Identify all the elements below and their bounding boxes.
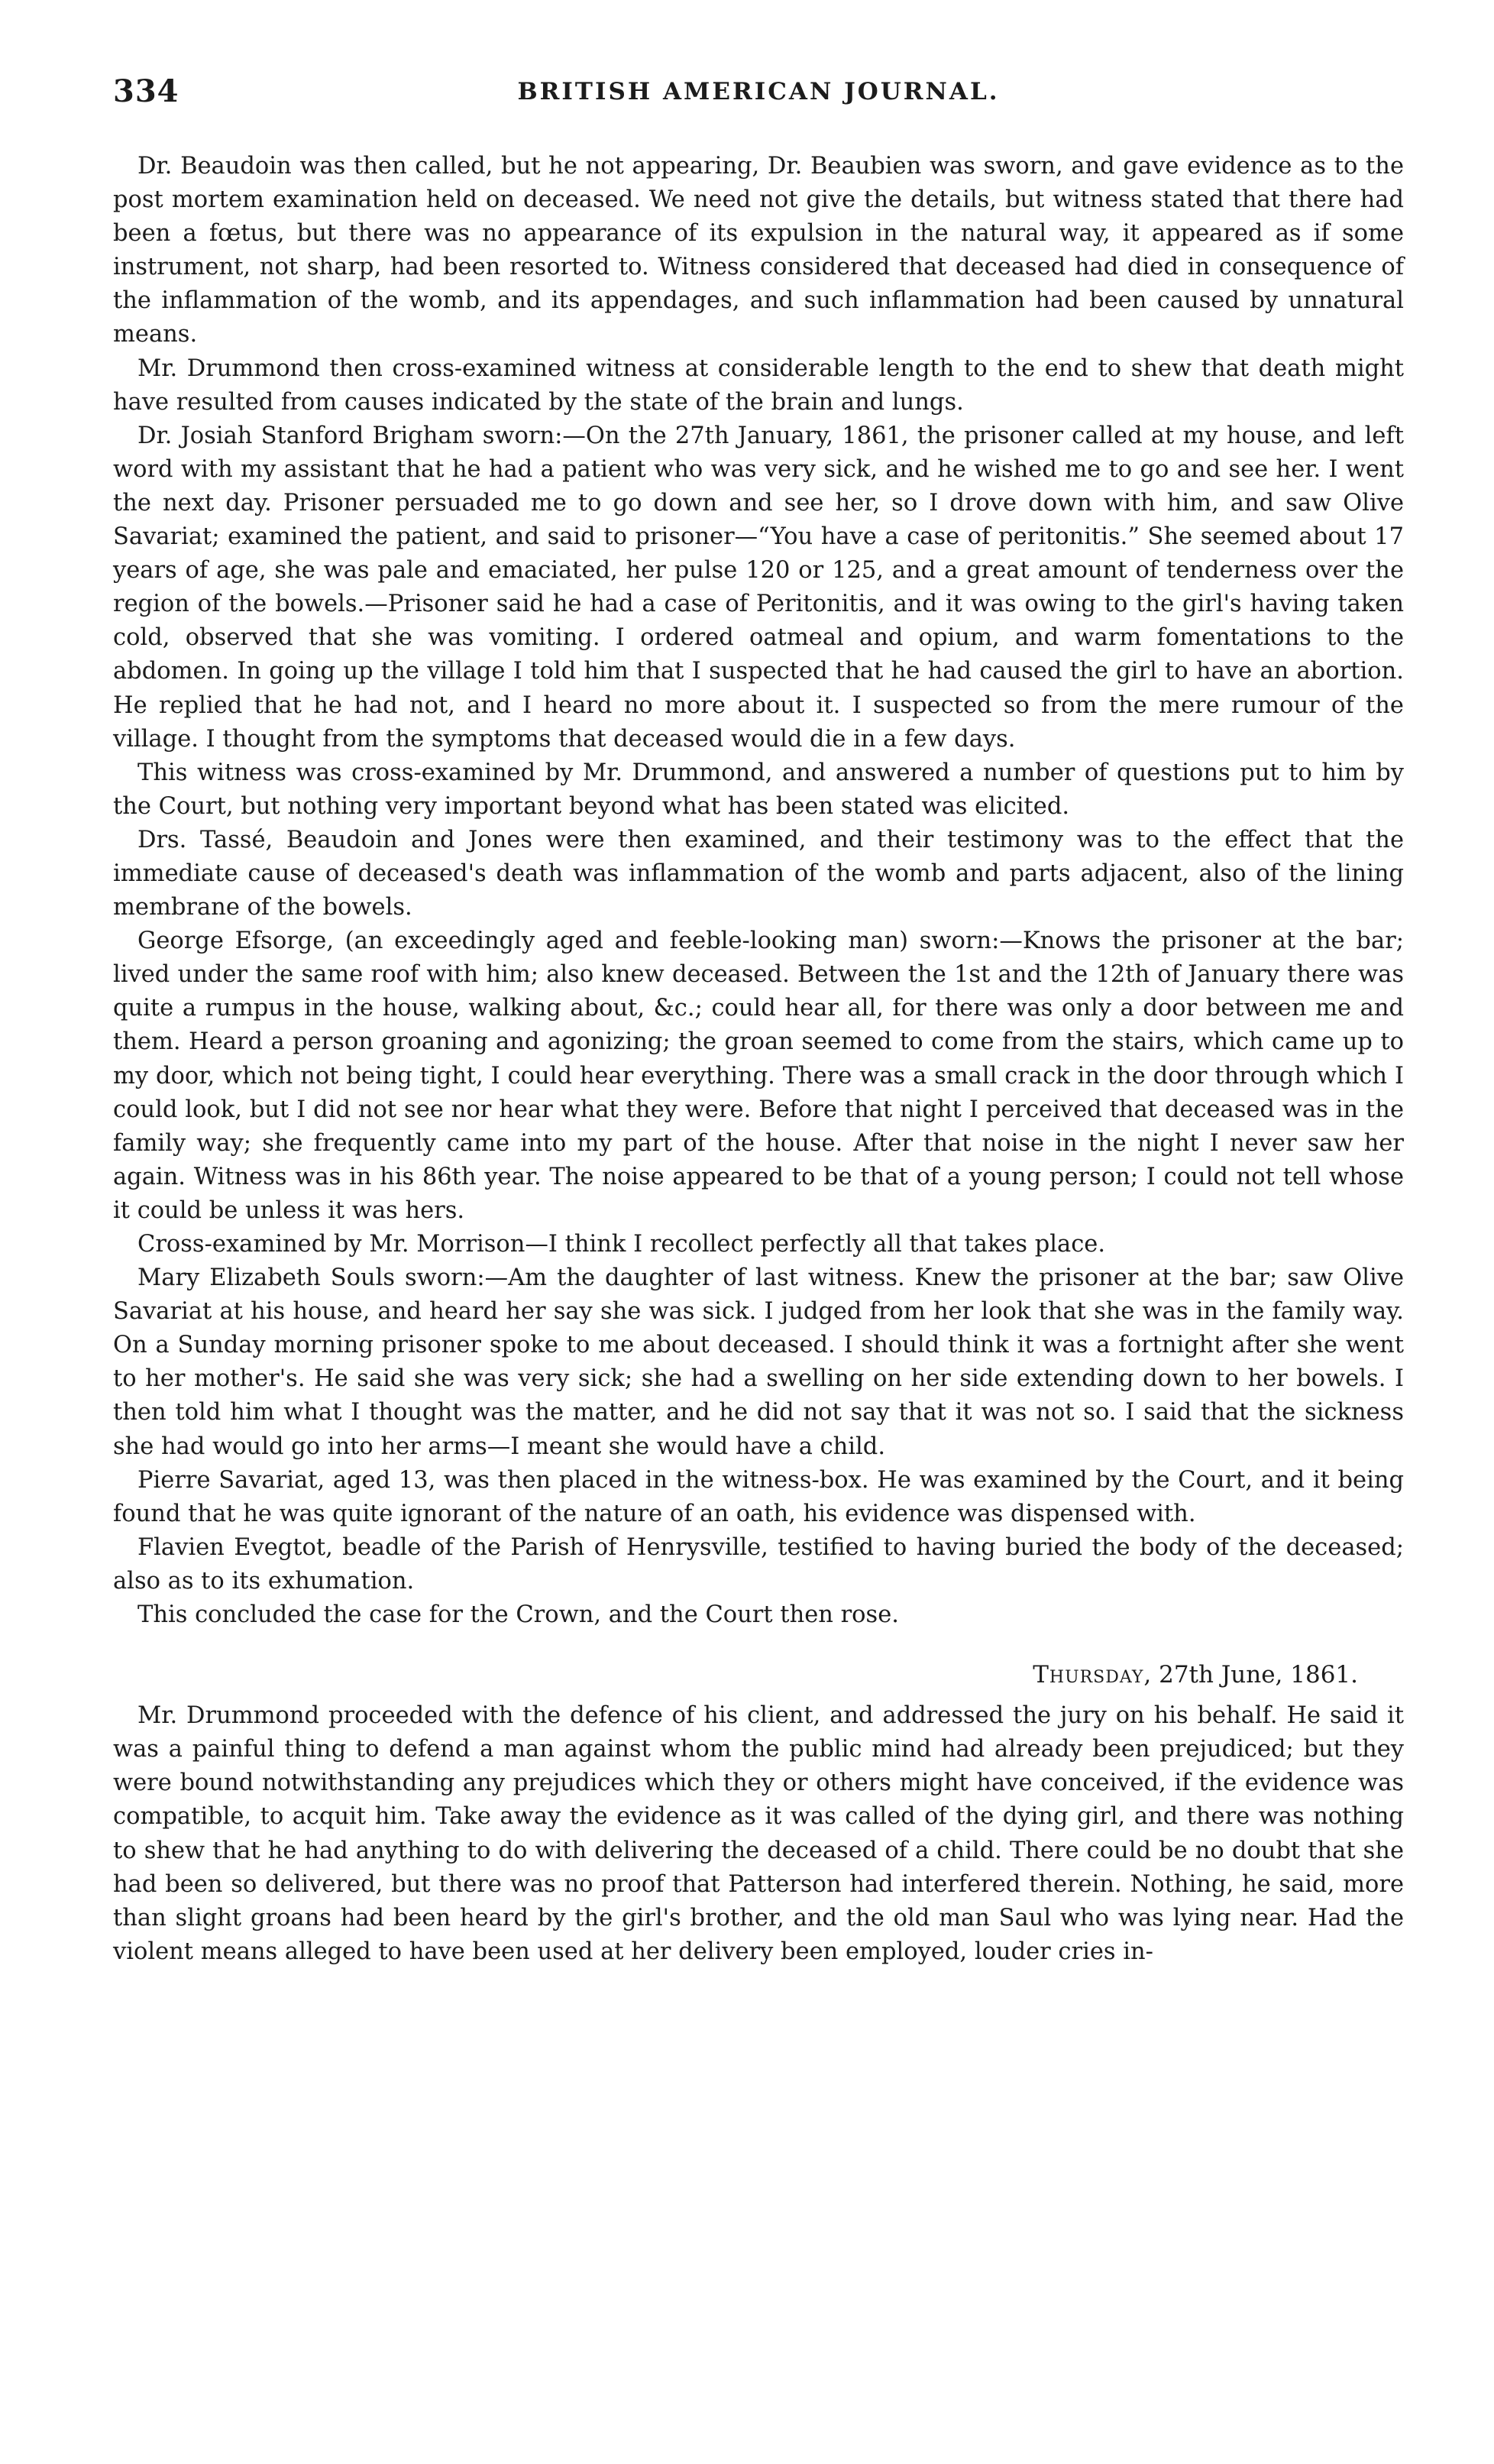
paragraph-brigham-testimony: Dr. Josiah Stanford Brigham sworn:—On the 27th January, 1861, the prisoner called at my house, and left word with my assistant that he had a patient who was very sick, and he wished me to go and see her. I went the next day. Prisoner persuaded me to go down and see her, so I drove down with him, and saw Olive Savariat; examined the patient, and said to prisoner—“You have a case of peritonitis.” She seemed about 17 years of age, she was pale and emaciated, her pulse 120 or 125, and a great amount of tenderness over the region of the bowels.—Prisoner said he had a case of Peritonitis, and it was owing to the girl's having taken cold, observed that she was vomiting. I ordered oatmeal and opium, and warm fomentations to the abdomen. In going up the village I told him that I suspected that he had caused the girl to have an abortion. He replied that he had not, and I heard no more about it. I suspected so from the mere rumour of the village. I thought from the symptoms that deceased would die in a few days. — [113, 422, 1404, 753]
page-number: 334 — [113, 73, 179, 109]
journal-page — [113, 73, 1404, 1969]
article-body — [113, 150, 1404, 1969]
paragraph-beaubien-evidence: Dr. Beaudoin was then called, but he not appearing, Dr. Beaubien was sworn, and gave evidence as to the post mortem examination held on deceased. We need not give the details, but witness stated that there had been a fœtus, but there was no appearance of its expulsion in the natural way, it appeared as if some instrument, not sharp, had been resorted to. Witness considered that deceased had died in consequence of the inflammation of the womb, and its appendages, and such inflammation had been caused by unnatural means. — [113, 153, 1404, 348]
journal-title: BRITISH AMERICAN JOURNAL. — [517, 78, 1000, 105]
paragraph-drummond-defence: Mr. Drummond proceeded with the defence of his client, and addressed the jury on his behalf. He said it was a painful thing to defend a man against whom the public mind had already been prejudiced; but they were bound notwithstanding any prejudices which they or others might have conceived, if the evidence was compatible, to acquit him. Take away the evidence as it was called of the dying girl, and there was nothing to shew that he had anything to do with delivering the deceased of a child. There could be no doubt that she had been so delivered, but there was no proof that Patterson had interfered therein. Nothing, he said, more than slight groans had been heard by the girl's brother, and the old man Saul who was lying near. Had the violent means alleged to have been used at her delivery been employed, louder cries in- — [113, 1702, 1404, 1965]
paragraph-brigham-cross-exam: This witness was cross-examined by Mr. Drummond, and answered a number of questions put to him by the Court, but nothing very important beyond what has been stated was elicited. — [113, 759, 1404, 820]
paragraph-efsorge-testimony: George Efsorge, (an exceedingly aged and feeble-looking man) sworn:—Knows the prisoner at the bar; lived under the same roof with him; also knew deceased. Between the 1st and the 12th of January there was quite a rumpus in the house, walking about, &c.; could hear all, for there was only a door between me and them. Heard a person groaning and agonizing; the groan seemed to come from the stairs, which came up to my door, which not being tight, I could hear everything. There was a small crack in the door through which I could look, but I did not see nor hear what they were. Before that night I perceived that deceased was in the family way; she frequently came into my part of the house. After that noise in the night I never saw her again. Witness was in his 86th year. The noise appeared to be that of a young person; I could not tell whose it could be unless it was hers. — [113, 928, 1404, 1224]
paragraph-pierre-savariat: Pierre Savariat, aged 13, was then placed in the witness-box. He was examined by the Court, and it being found that he was quite ignorant of the nature of an oath, his evidence was dispensed with. — [113, 1466, 1404, 1527]
paragraph-drummond-cross-exam: Mr. Drummond then cross-examined witness at considerable length to the end to shew that death might have resulted from causes indicated by the state of the brain and lungs. — [113, 355, 1404, 416]
paragraph-crown-case-concluded: This concluded the case for the Crown, and the Court then rose. — [137, 1601, 899, 1629]
running-head — [113, 73, 1404, 119]
paragraph-doctors-examined: Drs. Tassé, Beaudoin and Jones were then examined, and their testimony was to the effect that the immediate cause of deceased's death was inflammation of the womb and parts adjacent, also of the lining membrane of the bowels. — [113, 826, 1404, 921]
paragraph-souls-testimony: Mary Elizabeth Souls sworn:—Am the daughter of last witness. Knew the prisoner at the bar; saw Olive Savariat at his house, and heard her say she was sick. I judged from her look that she was in the family way. On a Sunday morning prisoner spoke to me about deceased. I should think it was a fortnight after she went to her mother's. He said she was very sick; she had a swelling on her side extending down to her bowels. I then told him what I thought was the matter, and he did not say that it was not so. I said that the sickness she had would go into her arms—I meant she would have a child. — [113, 1264, 1404, 1460]
paragraph-evegtot-testimony: Flavien Evegtot, beadle of the Parish of Henrysville, testified to having buried the body of the deceased; also as to its exhumation. — [113, 1533, 1404, 1595]
session-date-rest: , 27th June, 1861. — [1143, 1661, 1358, 1689]
session-date — [113, 1658, 1358, 1692]
paragraph-morrison-cross-exam: Cross-examined by Mr. Morrison—I think I recollect perfectly all that takes place. — [137, 1231, 1106, 1258]
session-day: Thursday — [1033, 1661, 1144, 1689]
